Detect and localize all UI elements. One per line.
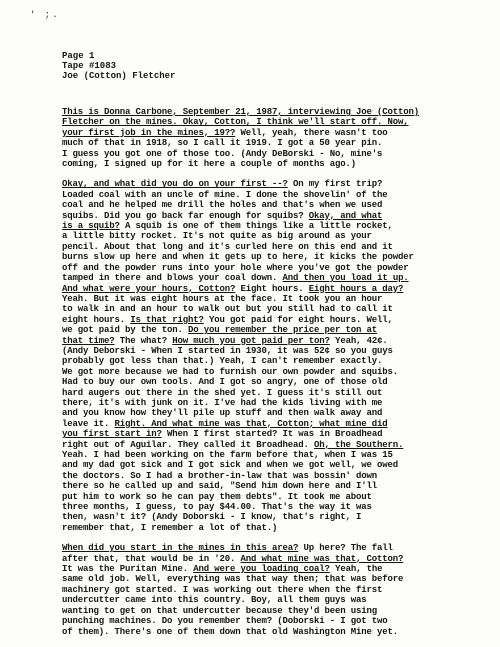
transcript-line — [62, 512, 482, 522]
corner-mark: ' ;. — [30, 10, 60, 20]
transcript-text: off and the powder runs into your hole where you've got the powder — [62, 262, 409, 273]
transcript-line — [62, 398, 482, 408]
interviewer-text: Eight hours a day? — [308, 283, 404, 294]
transcript-line — [62, 315, 482, 325]
transcript-text: I guess you got one of those too. (Andy DeBorski - No, mine's — [62, 148, 383, 159]
transcript-line — [62, 419, 482, 429]
transcript-text: same old job. Well, everything was that way then; that was before — [62, 574, 404, 585]
interviewer-text: And then you load it up. — [282, 273, 409, 284]
transcript-line — [62, 523, 482, 533]
interviewer-text: is a squib? — [62, 221, 120, 232]
transcript-text: and my dad got sick and I got sick and when we got well, we owed — [62, 460, 399, 471]
transcript-line — [62, 543, 482, 553]
transcript-text: hard augers out there in the shed yet. I guess it's still out — [62, 387, 383, 398]
interviewer-text: that time? — [62, 335, 115, 346]
transcript-text: burns slow up here and when it gets up to here, it kicks the powder — [62, 252, 414, 263]
transcript-text: wanting to get on that undercutter because they'd been using — [62, 605, 378, 616]
transcript-text: It was the Puritan Mine. — [62, 564, 194, 575]
page-number: Page 1 — [62, 51, 95, 61]
transcript-text: put him to work so he can pay them debts". It took me about — [62, 491, 372, 502]
transcript-line — [62, 284, 482, 294]
transcript-line — [62, 450, 482, 460]
transcript-text: punching machines. Do you remember them? (Doborski - I got two — [62, 616, 388, 627]
interviewer-text: your first job in the mines, 19?? — [62, 127, 236, 138]
transcript-text: Eight hours. — [235, 283, 309, 294]
transcript-line — [62, 481, 482, 491]
transcript-text: Well, yeah, there wasn't too — [235, 127, 388, 138]
interviewer-text: This is Donna Carbone, September 21, 1987, interviewing Joe (Cotton) — [62, 107, 420, 117]
transcript-text: coming, I signed up for it here a couple of months ago.) — [62, 159, 357, 170]
transcript-text: probably got less than that.) Yeah, I can't remember exactly. — [62, 356, 383, 367]
interviewer-text: And what were your hours, Cotton? — [62, 283, 236, 294]
interviewer-text: Okay, and what did you do on your first --? — [62, 179, 288, 190]
transcript-text: remember that, I remember a lot of that.) — [62, 522, 278, 533]
transcript-text: eight hours. — [62, 314, 131, 325]
transcript-line — [62, 200, 482, 210]
transcript-text: after that, that would be in '20. — [62, 553, 241, 564]
transcript-paragraph — [62, 543, 482, 637]
transcript-text: there so he called up and said, "Send him down here and I'll — [62, 481, 378, 492]
transcript-text: Yeah. I had been working on the farm before that, when I was 15 — [62, 450, 393, 460]
transcript-line — [62, 325, 482, 335]
transcript-text: We got more because we had to furnish our own powder and squibs. — [62, 366, 399, 377]
transcript-line — [62, 627, 482, 637]
transcript-line — [62, 138, 482, 148]
interviewer-text: Is that right? — [130, 314, 204, 325]
transcript-text: right out of Aguilar. They called it Broadhead. — [62, 439, 315, 450]
transcript-text: tamped in there and blows your coal down. — [62, 273, 283, 284]
interviewer-text: Do you remember the price per ton at — [188, 325, 378, 336]
transcript-paragraph — [62, 107, 482, 169]
transcript-line — [62, 471, 482, 481]
transcript-line — [62, 356, 482, 366]
transcript-line — [62, 585, 482, 595]
transcript-text: a little bitty rocket. It's not quite as big around as your — [62, 231, 372, 242]
transcript-line — [62, 159, 482, 169]
transcript-line — [62, 252, 482, 262]
transcript-line — [62, 440, 482, 450]
interviewer-text: Fletcher on the mines. Okay, Cotton, I think we'll start off. Now, — [62, 117, 409, 128]
transcript-line — [62, 179, 482, 189]
transcript-text: coal and he helped me drill the holes and that's when we used — [62, 200, 383, 211]
transcript-line — [62, 554, 482, 564]
interviewer-text: Oh, the Southern. — [314, 439, 404, 450]
transcript-line — [62, 221, 482, 231]
transcript-text: When I first started? It was in Broadhead — [161, 429, 383, 440]
transcript-line — [62, 346, 482, 356]
transcript-line — [62, 263, 482, 273]
transcript-line — [62, 492, 482, 502]
transcript-text: Had to buy our own tools. And I got so angry, one of those old — [62, 377, 388, 388]
transcript-text: You got paid for eight hours. Well, — [203, 314, 393, 325]
transcript-text: Yeah. But it was eight hours at the face. It took you an hour — [62, 293, 383, 304]
transcript-text: On my first trip? — [287, 179, 383, 190]
transcript-line — [62, 128, 482, 138]
transcript-line — [62, 149, 482, 159]
transcript-text: squibs. Did you go back far enough for squibs? — [62, 210, 309, 221]
transcript-line — [62, 377, 482, 387]
interviewer-text: And were you loading coal? — [193, 564, 330, 575]
transcript-line — [62, 502, 482, 512]
transcript-line — [62, 595, 482, 605]
transcript-line — [62, 231, 482, 241]
transcript-line — [62, 616, 482, 626]
transcript-line — [62, 606, 482, 616]
transcript-text: there, it's with junk on it. I've had the kids living with me — [62, 397, 383, 408]
interviewer-text: you first start in? — [62, 429, 162, 440]
transcript-line — [62, 273, 482, 283]
transcript-paragraph — [62, 179, 482, 533]
interviewer-text: Right. And what mine was that, Cotton; what mine did — [114, 418, 388, 429]
transcript-line — [62, 117, 482, 127]
tape-number: Tape #1083 — [62, 61, 117, 71]
transcript-line — [62, 367, 482, 377]
interviewer-text: And what mine was that, Cotton? — [240, 553, 404, 564]
transcript-line — [62, 242, 482, 252]
interviewer-text: How much you got paid per ton? — [172, 335, 330, 346]
transcript-line — [62, 429, 482, 439]
transcript-text: Up here? The fall — [298, 543, 393, 554]
transcript-line — [62, 460, 482, 470]
transcript-text: Loaded coal with an uncle of mine. I done the shovelin' of the — [62, 189, 388, 200]
transcript-line — [62, 336, 482, 346]
transcript-text: three months, I guess, to pay $44.00. That's the way it was — [62, 502, 372, 513]
transcript-text: Yeah, the — [329, 564, 383, 575]
transcript-line — [62, 107, 482, 117]
document-header — [62, 51, 175, 81]
transcript-text: A squib is one of them things like a little rocket, — [119, 221, 393, 232]
transcript-body — [62, 107, 482, 647]
transcript-text: of them). There's one of them down that old Washington Mine yet. — [62, 626, 399, 637]
transcript-text: and you know how they'll pile up stuff and then walk away and — [62, 408, 383, 419]
transcript-text: Yeah, 42¢. — [329, 335, 388, 346]
transcript-text: much of that in 1918, so I call it 1919. I got a 50 year pin. — [62, 138, 383, 149]
transcript-line — [62, 408, 482, 418]
transcript-text: pencil. About that long and it's curled here on this end and it — [62, 241, 393, 252]
transcript-text: then, wasn't it? (Andy Doborski - I know, that's right, I — [62, 512, 362, 523]
interviewee-name: Joe (Cotton) Fletcher — [62, 71, 176, 81]
transcript-text: machinery got started. I was working out there when the first — [62, 584, 383, 595]
transcript-line — [62, 211, 482, 221]
transcript-text: The what? — [114, 335, 173, 346]
transcript-line — [62, 564, 482, 574]
transcript-line — [62, 190, 482, 200]
transcript-line — [62, 294, 482, 304]
interviewer-text: When did you start in the mines in this area? — [62, 543, 299, 554]
interviewer-text: Okay, and what — [308, 210, 383, 221]
transcript-line — [62, 304, 482, 314]
transcript-line — [62, 574, 482, 584]
transcript-line — [62, 388, 482, 398]
transcript-text: undercutter came into this country. Boy, all them guys was — [62, 595, 367, 606]
transcript-text: (Andy Deborski - When I started in 1930, it was 52¢ so you guys — [62, 345, 393, 356]
transcript-text: the doctors. So I had a brother-in-law that was bossin' down — [62, 470, 378, 481]
transcript-text: to walk in and an hour to walk out but you still had to call it — [62, 304, 393, 315]
transcript-text: we got paid by the ton. — [62, 325, 189, 336]
transcript-text: leave it. — [62, 418, 115, 429]
